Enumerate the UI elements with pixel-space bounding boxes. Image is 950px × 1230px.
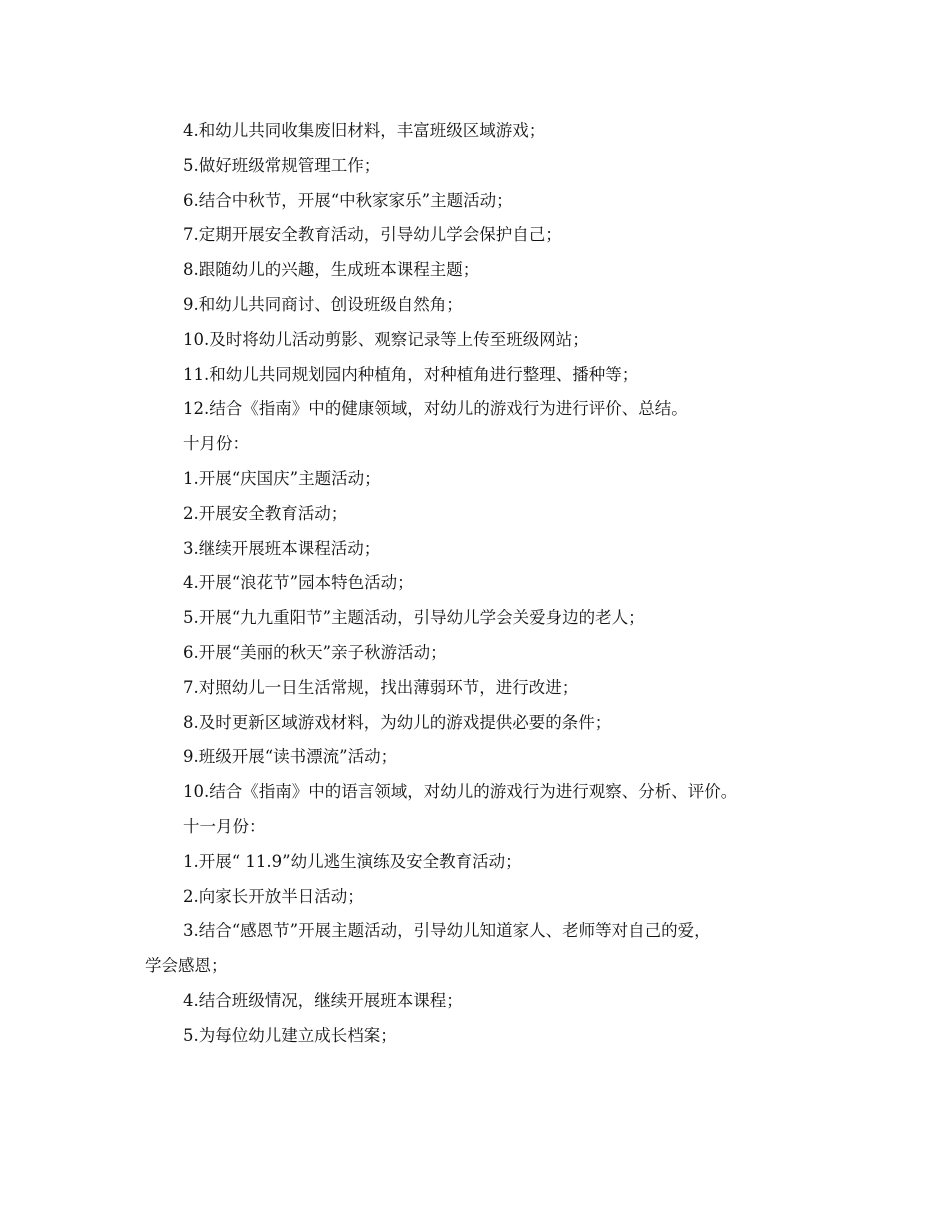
list-item: 10.及时将幼儿活动剪影、观察记录等上传至班级网站； xyxy=(183,329,589,349)
section-heading-november: 十一月份： xyxy=(183,816,266,836)
list-item: 11.和幼儿共同规划园内种植角，对种植角进行整理、播种等； xyxy=(183,364,639,384)
list-item: 6.结合中秋节，开展“中秋家家乐”主题活动； xyxy=(183,190,513,210)
list-item: 10.结合《指南》中的语言领域，对幼儿的游戏行为进行观察、分析、评价。 xyxy=(183,782,738,802)
list-item-continuation: 学会感恩； xyxy=(145,956,228,976)
list-item: 4.开展“浪花节”园本特色活动； xyxy=(183,573,414,593)
list-item: 3.结合“感恩节”开展主题活动，引导幼儿知道家人、老师等对自己的爱， xyxy=(183,921,711,941)
list-item: 9.和幼儿共同商讨、创设班级自然角； xyxy=(183,294,463,314)
list-item: 8.跟随幼儿的兴趣，生成班本课程主题； xyxy=(183,260,480,280)
list-item: 5.开展“九九重阳节”主题活动，引导幼儿学会关爱身边的老人； xyxy=(183,608,645,628)
list-item: 1.开展“庆国庆”主题活动； xyxy=(183,468,381,488)
list-item: 6.开展“美丽的秋天”亲子秋游活动； xyxy=(183,642,447,662)
list-item: 5.为每位幼儿建立成长档案； xyxy=(183,1025,397,1045)
list-item: 7.对照幼儿一日生活常规，找出薄弱环节，进行改进； xyxy=(183,677,579,697)
list-item: 2.向家长开放半日活动； xyxy=(183,886,364,906)
list-item: 2.开展安全教育活动； xyxy=(183,503,348,523)
list-item: 3.继续开展班本课程活动； xyxy=(183,538,381,558)
list-item: 8.及时更新区域游戏材料，为幼儿的游戏提供必要的条件； xyxy=(183,712,612,732)
list-item: 9.班级开展“读书漂流”活动； xyxy=(183,747,398,767)
section-heading-october: 十月份： xyxy=(183,434,249,454)
list-item: 7.定期开展安全教育活动，引导幼儿学会保护自己； xyxy=(183,225,562,245)
list-item: 12.结合《指南》中的健康领域，对幼儿的游戏行为进行评价、总结。 xyxy=(183,399,688,419)
list-item: 4.结合班级情况，继续开展班本课程； xyxy=(183,990,463,1010)
list-item: 5.做好班级常规管理工作； xyxy=(183,155,381,175)
list-item: 1.开展“ 11.9”幼儿逃生演练及安全教育活动； xyxy=(183,851,522,871)
document-body xyxy=(145,114,810,1054)
list-item: 4.和幼儿共同收集废旧材料，丰富班级区域游戏； xyxy=(183,121,546,140)
